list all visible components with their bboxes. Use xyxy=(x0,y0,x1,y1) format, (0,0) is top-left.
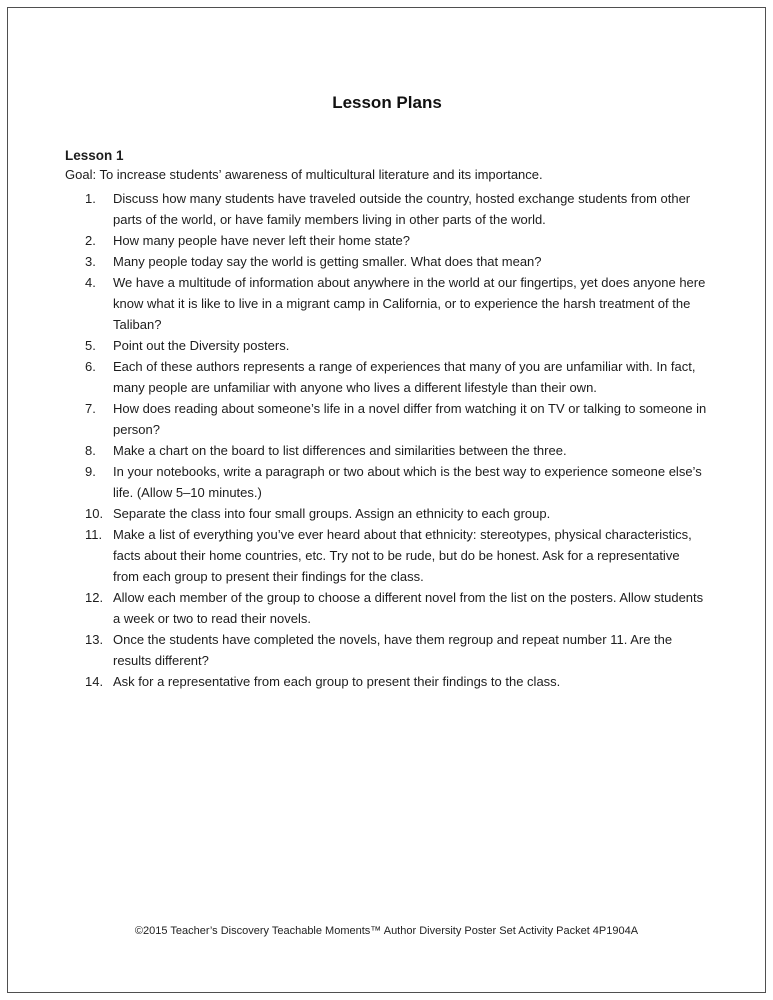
list-item-number: 7. xyxy=(85,401,96,416)
list-item-number: 11. xyxy=(85,527,103,542)
list-item xyxy=(85,398,709,440)
list-item xyxy=(85,671,709,692)
list-item xyxy=(85,356,709,398)
list-item-number: 12. xyxy=(85,590,104,605)
list-item-text: Make a list of everything you’ve ever heard about that ethnicity: stereotypes, physical characteristics, facts about their home countries, etc. Try not to be rude, but do be honest. Ask for a representative from each group to present their findings for the class. xyxy=(113,527,692,584)
list-item-text: In your notebooks, write a paragraph or two about which is the best way to experience someone else’s life. (Allow 5–10 minutes.) xyxy=(113,464,702,500)
list-item-text: Point out the Diversity posters. xyxy=(113,338,290,353)
list-item-text: Allow each member of the group to choose a different novel from the list on the posters. Allow students a week or two to read their novels. xyxy=(113,590,704,626)
page-title: Lesson Plans xyxy=(332,93,442,112)
list-item-text: Ask for a representative from each group to present their findings to the class. xyxy=(113,674,561,689)
list-item-text: How does reading about someone’s life in a novel differ from watching it on TV or talking to someone in person? xyxy=(113,401,707,437)
list-item-number: 8. xyxy=(85,443,96,458)
list-item xyxy=(85,503,709,524)
list-item-text: Discuss how many students have traveled outside the country, hosted exchange students from other parts of the world, or have family members living in other parts of the world. xyxy=(113,191,691,227)
list-item-number: 14. xyxy=(85,674,104,689)
list-item-number: 5. xyxy=(85,338,96,353)
list-item xyxy=(85,272,709,335)
list-item-number: 10. xyxy=(85,506,104,521)
list-item-text: Many people today say the world is getting smaller. What does that mean? xyxy=(113,254,542,269)
lesson-step-list xyxy=(85,188,709,692)
document-body xyxy=(65,0,709,692)
list-item xyxy=(85,251,709,272)
list-item-text: Each of these authors represents a range of experiences that many of you are unfamiliar with. In fact, many people are unfamiliar with anyone who lives a different lifestyle than their own. xyxy=(113,359,696,395)
lesson-goal: Goal: To increase students’ awareness of multicultural literature and its importance. xyxy=(65,167,543,182)
list-item-text: Make a chart on the board to list differences and similarities between the three. xyxy=(113,443,567,458)
list-item xyxy=(85,230,709,251)
lesson-heading: Lesson 1 xyxy=(65,148,124,163)
list-item-number: 3. xyxy=(85,254,96,269)
list-item xyxy=(85,629,709,671)
list-item-text: Once the students have completed the novels, have them regroup and repeat number 11. Are the results different? xyxy=(113,632,673,668)
list-item-number: 1. xyxy=(85,191,96,206)
list-item-number: 4. xyxy=(85,275,96,290)
list-item xyxy=(85,461,709,503)
list-item xyxy=(85,524,709,587)
footer-copyright: ©2015 Teacher’s Discovery Teachable Moments™ Author Diversity Poster Set Activity Packet 4P1904A xyxy=(134,925,639,937)
list-item-text: We have a multitude of information about anywhere in the world at our fingertips, yet does anyone here know what it is like to live in a migrant camp in California, or to experience the harsh treatment of the Taliban? xyxy=(113,275,706,332)
list-item xyxy=(85,440,709,461)
list-item-text: Separate the class into four small groups. Assign an ethnicity to each group. xyxy=(113,506,551,521)
list-item-number: 2. xyxy=(85,233,96,248)
list-item xyxy=(85,188,709,230)
list-item-number: 6. xyxy=(85,359,96,374)
list-item-text: How many people have never left their home state? xyxy=(113,233,411,248)
list-item xyxy=(85,335,709,356)
list-item xyxy=(85,587,709,629)
list-item-number: 9. xyxy=(85,464,96,479)
list-item-number: 13. xyxy=(85,632,104,647)
